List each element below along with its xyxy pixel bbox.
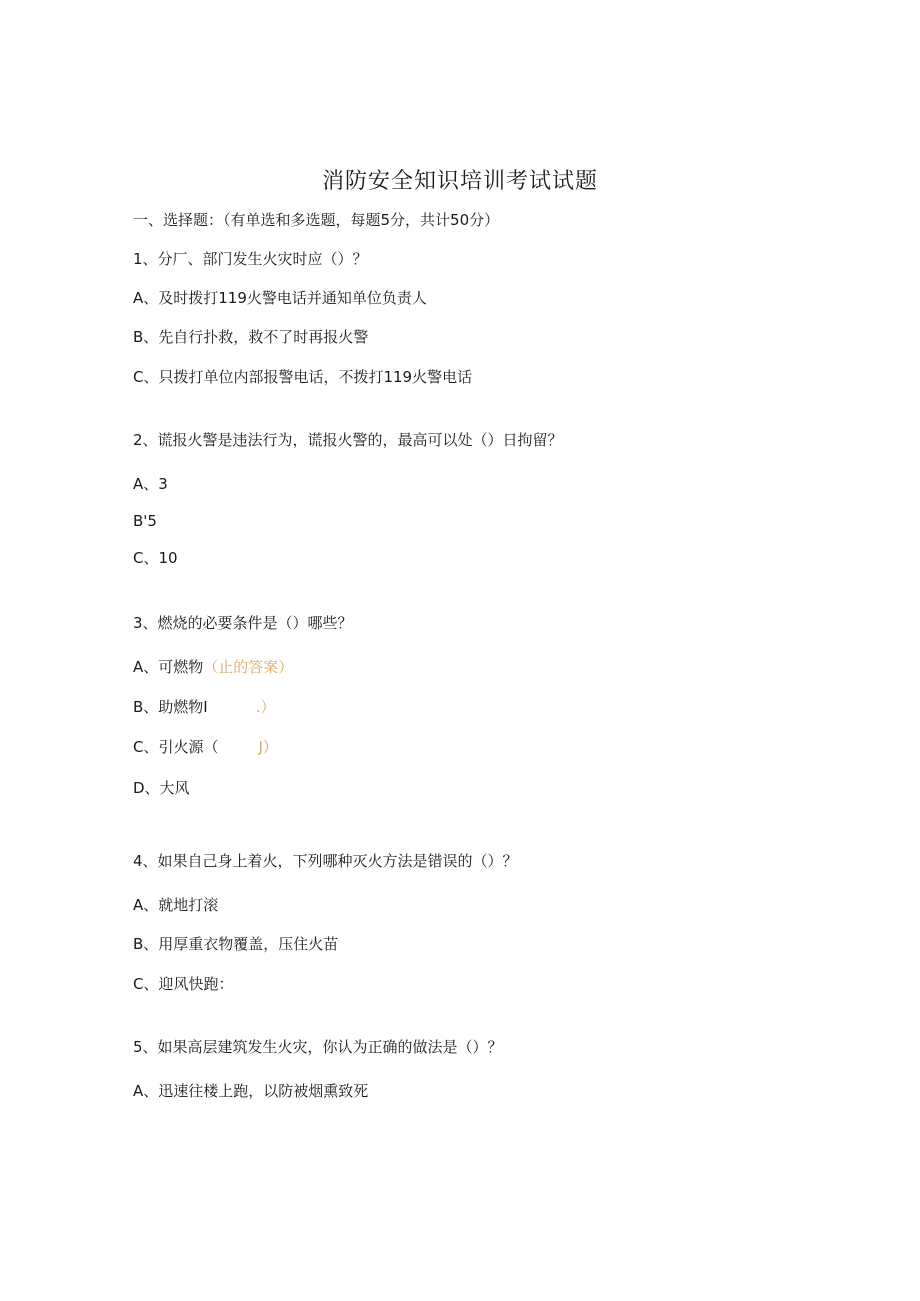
question-5-stem: 5、如果高层建筑发生火灾，你认为正确的做法是（）？ — [133, 1038, 503, 1056]
question-3-option-b-note: .） — [255, 698, 276, 716]
question-1-option-a: A、及时拨打119火警电话并通知单位负责人 — [133, 289, 427, 307]
section-heading: 一、选择题：（有单选和多选题，每题5分，共计50分） — [133, 211, 500, 229]
question-3-option-a — [133, 657, 293, 677]
question-2-stem: 2、谎报火警是违法行为，谎报火警的，最高可以处（）日拘留？ — [133, 431, 563, 449]
question-2-option-a: A、3 — [133, 475, 168, 493]
question-3-option-d: D、大风 — [133, 779, 190, 797]
question-4-option-a: A、就地打滚 — [133, 896, 219, 914]
question-3-option-b — [133, 697, 276, 717]
question-3-stem: 3、燃烧的必要条件是（）哪些？ — [133, 614, 353, 632]
question-3-option-a-text: A、可燃物 — [133, 658, 204, 676]
question-1-stem: 1、分厂、部门发生火灾时应（）？ — [133, 250, 368, 268]
question-4-option-b: B、用厚重衣物覆盖，压住火苗 — [133, 935, 339, 953]
question-3-option-c-note: J） — [258, 738, 278, 756]
question-1-option-b: B、先自行扑救，救不了时再报火警 — [133, 328, 369, 346]
question-3-option-c-text: C、引火源（ — [133, 738, 219, 756]
document-title: 消防安全知识培训考试试题 — [321, 169, 598, 194]
question-2-option-c: C、10 — [133, 549, 178, 567]
question-3-option-a-note: （止的答案） — [203, 658, 294, 676]
question-4-option-c: C、迎风快跑： — [133, 975, 234, 993]
question-3-option-b-text: B、助燃物I — [133, 698, 208, 716]
question-3-option-c — [133, 737, 278, 757]
question-2-option-b: B'5 — [133, 512, 157, 530]
question-4-stem: 4、如果自己身上着火，下列哪种灭火方法是错误的（）？ — [133, 852, 518, 870]
question-1-option-c: C、只拨打单位内部报警电话，不拨打119火警电话 — [133, 368, 473, 386]
question-5-option-a: A、迅速往楼上跑，以防被烟熏致死 — [133, 1082, 369, 1100]
